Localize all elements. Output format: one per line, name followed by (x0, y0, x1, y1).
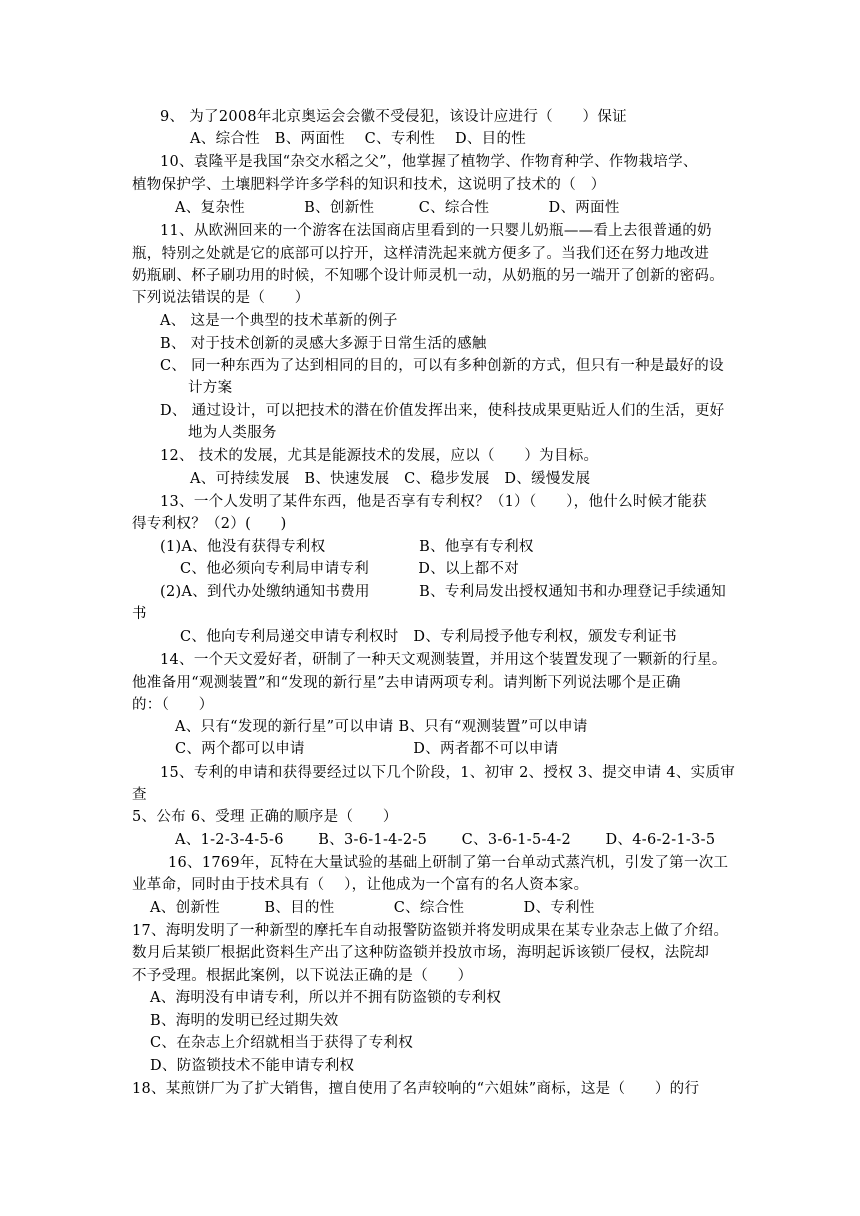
q18-stem-line1: 18、某煎饼厂为了扩大销售，擅自使用了名声较响的“六姐妹”商标，这是（ ）的行 (132, 1081, 700, 1097)
q11-option-a: A、 这是一个典型的技术革新的例子 (160, 313, 398, 329)
q17-stem-line3: 不予受理。根据此案例，以下说法正确的是（ ） (132, 968, 473, 984)
q13-part1-options-ab: (1)A、他没有获得专利权 B、他享有专利权 (160, 539, 534, 555)
q11-stem-line4: 下列说法错误的是（ ） (132, 290, 310, 306)
q12-stem: 12、 技术的发展，尤其是能源技术的发展，应以（ ）为目标。 (160, 448, 599, 464)
q15-stem-line1: 15、专利的申请和获得要经过以下几个阶段，1、初审 2、授权 3、提交申请 4、实质审 (160, 765, 736, 781)
q16-stem-line2: 业革命，同时由于技术具有（ ），让他成为一个富有的名人资本家。 (132, 877, 589, 893)
q14-stem-line3: 的：（ ） (132, 697, 214, 713)
q11-option-c-line1: C、 同一种东西为了达到相同的目的，可以有多种创新的方式，但只有一种是最好的设 (160, 358, 724, 374)
q13-part2-option-b-wrap: 书 (132, 606, 147, 622)
q13-part2-options-cd: C、他向专利局递交申请专利权时 D、专利局授予他专利权，颁发专利证书 (180, 629, 677, 645)
q11-option-c-line2: 计方案 (188, 380, 233, 396)
q11-option-d-line2: 地为人类服务 (188, 425, 277, 441)
q14-options-cd: C、两个都可以申请 D、两者都不可以申请 (175, 741, 559, 757)
q9-options: A、综合性 B、两面性 C、专利性 D、目的性 (190, 131, 527, 147)
q14-options-ab: A、只有“发现的新行星”可以申请 B、只有“观测装置”可以申请 (175, 719, 588, 735)
q10-stem-line2: 植物保护学、土壤肥料学许多学科的知识和技术，这说明了技术的（ ） (132, 177, 606, 193)
q15-options: A、1-2-3-4-5-6 B、3-6-1-4-2-5 C、3-6-1-5-4-2 D、4-6-2-1-3-5 (175, 832, 716, 848)
q16-stem-line1: 16、1769年，瓦特在大量试验的基础上研制了第一台单动式蒸汽机，引发了第一次工 (168, 855, 729, 871)
q10-options: A、复杂性 B、创新性 C、综合性 D、两面性 (175, 200, 620, 216)
q11-option-b: B、 对于技术创新的灵感大多源于日常生活的感触 (160, 336, 487, 352)
q17-option-d: D、防盗锁技术不能申请专利权 (150, 1058, 355, 1074)
q17-stem-line1: 17、海明发明了一种新型的摩托车自动报警防盗锁并将发明成果在某专业杂志上做了介绍。 (132, 923, 729, 939)
q13-stem-line2: 得专利权？（2）( ) (132, 516, 287, 532)
q12-options: A、可持续发展 B、快速发展 C、稳步发展 D、缓慢发展 (190, 471, 591, 487)
q11-stem-line3: 奶瓶刷、杯子刷功用的时候，不知哪个设计师灵机一动，从奶瓶的另一端开了创新的密码。 (132, 268, 724, 284)
q13-part1-options-cd: C、他必须向专利局申请专利 D、以上都不对 (180, 561, 520, 577)
q11-stem-line2: 瓶，特别之处就是它的底部可以拧开，这样清洗起来就方便多了。当我们还在努力地改进 (132, 246, 710, 262)
q15-stem-line3: 5、公布 6、受理 正确的顺序是（ ） (132, 809, 398, 825)
q13-part2-options-ab: (2)A、到代办处缴纳通知书费用 B、专利局发出授权通知书和办理登记手续通知 (160, 584, 727, 600)
q17-option-b: B、海明的发明已经过期失效 (150, 1013, 339, 1029)
q17-option-a: A、海明没有申请专利，所以并不拥有防盗锁的专利权 (150, 990, 502, 1006)
q14-stem-line1: 14、一个天文爱好者，研制了一种天文观测装置，并用这个装置发现了一颗新的行星。 (160, 652, 727, 668)
q13-stem-line1: 13、一个人发明了某件东西，他是否享有专利权？（1）（ ），他什么时候才能获 (160, 494, 707, 510)
q16-options: A、创新性 B、目的性 C、综合性 D、专利性 (150, 900, 595, 916)
q10-stem-line1: 10、袁隆平是我国“杂交水稻之父”，他掌握了植物学、作物育种学、作物栽培学、 (160, 154, 698, 170)
q17-stem-line2: 数月后某锁厂根据此资料生产出了这种防盗锁并投放市场，海明起诉该锁厂侵权，法院却 (132, 945, 710, 961)
q11-option-d-line1: D、 通过设计，可以把技术的潜在价值发挥出来，使科技成果更贴近人们的生活，更好 (160, 403, 725, 419)
q15-stem-line2: 查 (132, 787, 147, 803)
q17-option-c: C、在杂志上介绍就相当于获得了专利权 (150, 1035, 413, 1051)
q14-stem-line2: 他准备用“观测装置”和“发现的新行星”去申请两项专利。请判断下列说法哪个是正确 (132, 675, 681, 691)
q9-stem: 9、 为了2008年北京奥运会会徽不受侵犯，该设计应进行（ ）保证 (160, 109, 627, 125)
q11-stem-line1: 11、从欧洲回来的一个游客在法国商店里看到的一只婴儿奶瓶——看上去很普通的奶 (160, 223, 712, 239)
